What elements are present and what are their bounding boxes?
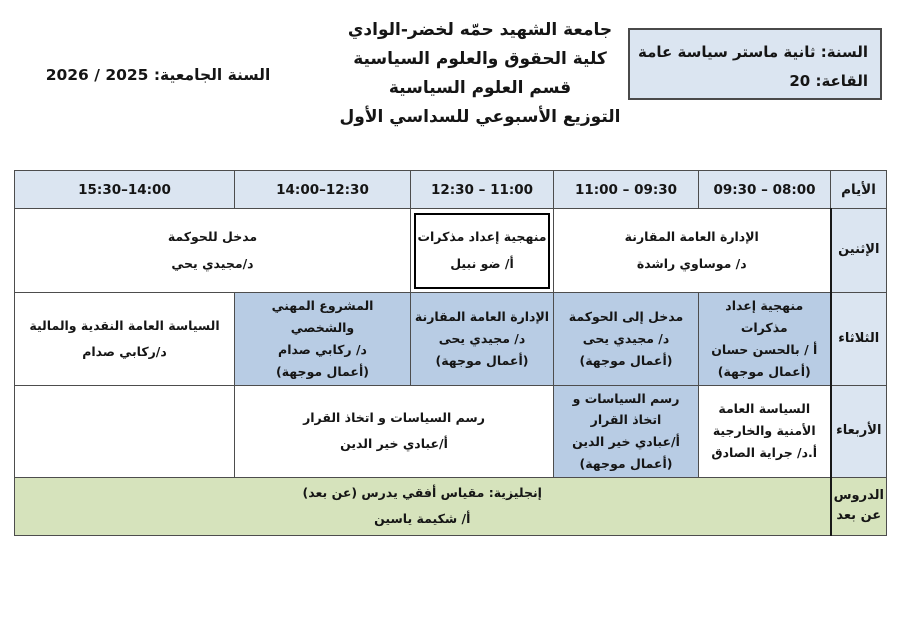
time-slot-1400-1530: 15:30–14:00 — [15, 171, 235, 209]
session-remote-english — [15, 478, 831, 536]
academic-year-label: السنة الجامعية: 2025 / 2026 — [45, 66, 271, 84]
session-title: مدخل إلى الحوكمة — [568, 308, 684, 324]
time-slot-1230-1400: 14:00–12:30 — [235, 171, 411, 209]
session-tue-1100-1230 — [411, 293, 554, 386]
session-teacher: د/ركابي صدام — [82, 343, 167, 359]
session-wed-0800-0930 — [699, 385, 831, 478]
session-title: المشروع المهني والشخصي — [267, 298, 374, 335]
room-label: القاعة: 20 — [789, 72, 868, 90]
session-title: الإدارة العامة المقارنة — [414, 308, 550, 324]
time-header-row — [15, 171, 887, 209]
session-wed-1100-1400 — [235, 385, 554, 478]
session-teacher: أ / بالحسن حسان — [711, 341, 818, 357]
session-teacher: د/ مجيدي يحى — [438, 330, 526, 346]
session-teacher: د/ مجيدي يحى — [582, 330, 670, 346]
session-tue-0800-0930 — [699, 293, 831, 386]
empty-cell-wed-1400-1530 — [15, 385, 235, 478]
monday-row — [15, 209, 887, 293]
session-mon-1230-1530 — [15, 209, 411, 293]
session-note: (أعمال موجهة) — [276, 363, 369, 379]
session-title: الإدارة العامة المقارنة — [624, 229, 759, 245]
class-info-box — [628, 28, 882, 100]
session-title: السياسة العامة الأمنية والخارجية — [712, 401, 816, 439]
session-title: رسم السياسات و اتخاذ القرار — [303, 410, 485, 425]
session-teacher: أ.د/ جراية الصادق — [711, 445, 818, 461]
department-name: قسم العلوم السياسية — [388, 78, 572, 98]
day-label-tuesday: الثلاثاء — [831, 293, 887, 386]
session-teacher: أ/ شكيمة ياسين — [374, 511, 471, 527]
time-slot-1100-1230: 12:30 – 11:00 — [411, 171, 554, 209]
day-label-monday: الإثنين — [831, 209, 887, 293]
weekly-timetable — [14, 170, 887, 536]
session-mon-0800-1100 — [554, 209, 831, 293]
session-teacher: أ/ ضو نبيل — [450, 255, 514, 271]
session-title: منهجية إعداد مذكرات — [720, 298, 804, 335]
session-wed-0930-1100 — [554, 385, 699, 478]
session-title: منهجية إعداد مذكرات — [417, 229, 547, 245]
session-tue-1230-1400 — [235, 293, 411, 386]
tuesday-row — [15, 293, 887, 386]
time-slot-0930-1100: 11:00 – 09:30 — [554, 171, 699, 209]
days-column-header: الأيام — [831, 171, 887, 209]
session-title: إنجليزية: مقياس أفقي يدرس (عن بعد) — [302, 485, 542, 500]
session-title: رسم السياسات و اتخاذ القرار — [568, 390, 680, 428]
session-note: (أعمال موجهة) — [717, 363, 811, 379]
class-year-label: السنة: ثانية ماستر سياسة عامة — [637, 43, 868, 61]
session-teacher: د/ ركابي صدام — [278, 341, 367, 357]
document-title: التوزيع الأسبوعي للسداسي الأول — [339, 107, 621, 127]
remote-lessons-row — [15, 478, 887, 536]
session-teacher: د/مجيدي يحي — [171, 255, 254, 271]
session-note: (أعمال موجهة) — [579, 456, 673, 472]
faculty-name: كلية الحقوق والعلوم السياسية — [353, 49, 607, 69]
session-title: مدخل للحوكمة — [167, 229, 258, 245]
session-mon-1100-1230 — [411, 209, 554, 293]
session-tue-0930-1100 — [554, 293, 699, 386]
time-slot-0800-0930: 09:30 – 08:00 — [699, 171, 831, 209]
session-tue-1400-1530 — [15, 293, 235, 386]
session-title: السياسة العامة النقدية والمالية — [29, 317, 220, 333]
day-label-wednesday: الأربعاء — [831, 385, 887, 478]
session-note: (أعمال موجهة) — [579, 352, 673, 368]
session-teacher: أ/عبادي خير الدين — [572, 434, 680, 450]
university-name: جامعة الشهيد حمّه لخضر-الوادي — [347, 20, 613, 40]
wednesday-row — [15, 385, 887, 478]
day-label-remote: الدروس عن بعد — [831, 478, 887, 536]
highlight-box — [414, 213, 550, 289]
session-teacher: د/ موساوي راشدة — [636, 255, 747, 271]
session-note: (أعمال موجهة) — [435, 352, 529, 368]
session-teacher: أ/عبادي خير الدين — [340, 436, 448, 452]
